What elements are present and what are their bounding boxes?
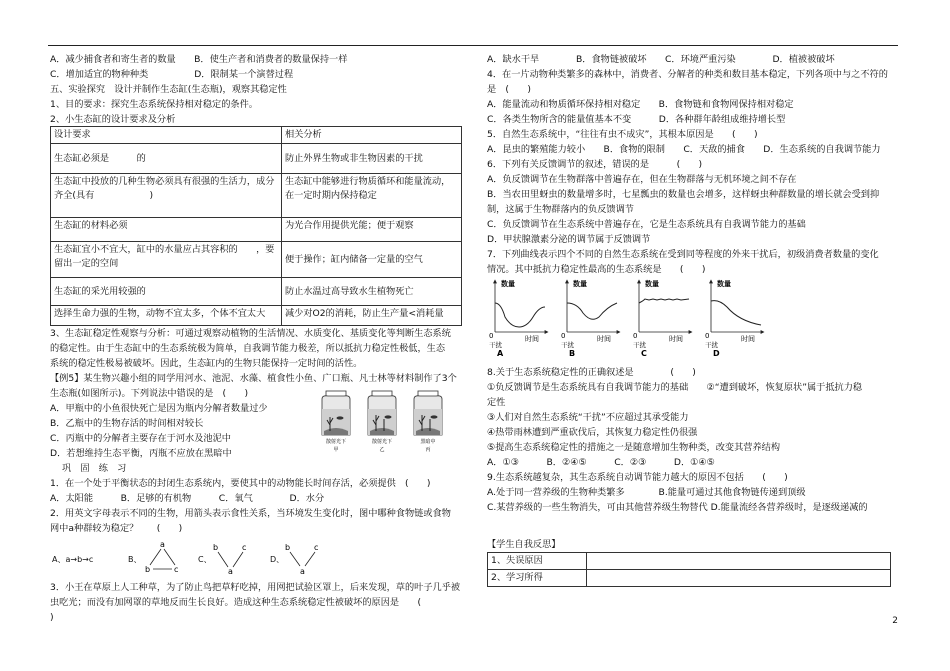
table-cell: 2、学习所得 [488,570,587,587]
jar-condition-label: 黑暗中 [420,439,436,445]
jar-1 [322,391,350,435]
table-cell: 生态缸宜小不宜大，缸中的水量应占其容积的 ，要留出一定的空间 [51,242,282,278]
question-stem: 虫吃光；而没有加网罩的草地反而生长良好。造成这种生态系统稳定性被破坏的原因是 ( [50,597,422,608]
graph-origin: 0 [561,332,566,340]
option-line: D．若想维持生态平衡，丙瓶不应放在黑暗中 [50,448,232,459]
option-line: A．昆虫的繁殖能力较小 B．食物的限制 C．天敌的捕食 D．生态系统的自我调节能力 [487,144,881,155]
option-a-label: A、a→b→c [52,555,94,564]
reflection-table [487,552,891,587]
graph-x-label: 时间 [669,335,683,343]
question-stem: 1．在一个处于平衡状态的封闭生态系统内，要使其中的动物能长时间存活，必须提供 ( ) [50,478,431,489]
table-cell: 便于操作；缸内储备一定量的空气 [282,242,462,278]
option-c-label: C、 [198,555,212,564]
graph-letter: D [713,349,720,357]
option-line: A．能量流动和物质循环保持相对稳定 B．食物链和食物网保持相对稳定 [487,99,794,110]
svg-text:b: b [213,543,219,552]
question-stem: 9.生态系统越复杂，其生态系统自动调节能力越大的原因不包括 ( ) [487,472,788,483]
question-stem: 2．用英文字母表示不同的生物，用箭头表示食性关系，当环境发生变化时，图中哪种食物链或食物 [50,508,451,519]
design-table [50,126,462,326]
option-line [487,485,897,500]
graph-letter: B [569,349,576,357]
question-stem: 4．在一片动物种类繁多的森林中，消费者、分解者的种类和数目基本稳定，下列各项中与之不符的 [487,69,888,80]
food-web-d [282,538,322,578]
option-line: B．当农田里蚜虫的数量增多时，七星瓢虫的数量也会增多，这样蚜虫种群数量的增长就会受到抑 [487,189,880,200]
graph-disturb-label: 干扰 [489,341,502,349]
section-heading: 巩 固 练 习 [62,463,127,474]
question-stem: ) [50,612,54,623]
graph-disturb-label: 干扰 [705,341,718,349]
jar-condition-label: 散射光下 [325,439,347,445]
graph-b [561,279,619,357]
question-stem: 7．下列曲线表示四个不同的自然生态系统在受到同等程度的外来干扰后，初级消费者数量的变化 [487,249,879,260]
graph-letter: A [497,349,504,357]
table-cell: 生态缸的采光用较强的 [51,278,282,306]
option-line: 制，这属于生物群落内的负反馈调节 [487,204,634,215]
option-d-label: D、 [270,555,285,564]
table-cell: 为光合作用提供光能；便于观察 [282,218,462,242]
graph-c [633,279,691,357]
option-line: D．甲状腺激素分泌的调节属于反馈调节 [487,234,651,245]
option-line: ①负反馈调节是生态系统具有自我调节能力的基础 ②“遭到破坏，恢复原状”属于抵抗力稳 [487,382,863,393]
option-line: C．各类生物所含的能量值基本不变 D．各种群年龄组成维持增长型 [487,114,786,125]
answer-cell[interactable] [587,570,891,587]
option-line: ④热带雨林遭到严重砍伐后，其恢复力稳定性仍很强 [487,427,698,438]
food-web-options [50,536,465,580]
table-cell: 生态缸的材料必须 [51,218,282,242]
table-cell: 防止外界生物或非生物因素的干扰 [282,144,462,174]
question-stem: 8.关于生态系统稳定性的正确叙述是 ( ) [487,367,696,378]
page-number: 2 [892,616,898,626]
option-line [487,500,897,515]
option-line: A．负反馈调节在生物群落中普遍存在，但在生物群落与无机环境之间不存在 [487,174,797,185]
svg-text:c: c [174,565,179,574]
table-cell: 减少对O2的消耗，防止生产量<消耗量 [282,306,462,326]
question-stem: 5．自然生态系统中，“往往有虫不成灾”，其根本原因是 ( ) [487,129,758,140]
graph-y-label: 数量 [717,280,731,288]
jar-2 [368,391,396,435]
left-column [50,52,465,625]
population-graphs [487,277,897,357]
option-line: C．负反馈调节在生态系统中普遍存在，它是生态系统具有自我调节能力的基础 [487,219,806,230]
option-text: A.处于同一营养级的生物种类繁多 [487,487,625,498]
text-line: 的稳定性。由于生态缸中的生态系统极为简单，自我调节能力极差，所以抵抗力稳定性极低，生态 [50,343,446,354]
graph-y-label: 数量 [645,280,659,288]
jar-3 [414,391,442,435]
option-text: C.某营养级的一些生物消失，可由其他营养级生物替代 [487,502,708,513]
question-stem: 是 ( ) [487,84,531,95]
ecosystem-jars-figure [316,385,456,455]
text-line: 1、目的要求：探究生态系统保持相对稳定的条件。 [50,99,258,110]
table-header: 相关分析 [282,127,462,144]
table-cell: 防止水温过高导致水生植物死亡 [282,278,462,306]
option-line: 定性 [487,397,506,408]
graph-letter: C [641,349,647,357]
option-line: ③人们对自然生态系统“干扰”不应超过其承受能力 [487,412,689,423]
right-column [487,52,897,587]
option-text: B.能量可通过其他食物链传递到顶级 [658,487,806,498]
graph-curve [711,301,761,325]
table-cell: 生态缸中投放的几种生物必须具有很强的生活力，成分齐全(具有 ) [51,174,282,218]
option-line: A．①③ B．②④⑤ C．②③ D．①④⑤ [487,457,715,468]
svg-text:c: c [314,543,319,552]
text-line: A．减少捕食者和寄生者的数量 B．使生产者和消费者的数量保持一样 [50,54,348,65]
graph-curve [495,303,545,327]
graph-y-label: 数量 [573,280,587,288]
graph-d [705,279,763,357]
svg-text:b: b [285,543,291,552]
example-stem: 生态瓶(如图所示)。下列说法中错误的是 ( ) [50,388,249,399]
svg-text:a: a [300,567,305,576]
text-line: 2、小生态缸的设计要求及分析 [50,114,176,125]
text-line: 系统的稳定性极易被破坏。因此，生态缸内的生物只能保持一定时间的活性。 [50,358,363,369]
svg-text:b: b [145,565,151,574]
graph-x-label: 时间 [741,335,755,343]
question-stem: 6．下列有关反馈调节的叙述，错误的是 ( ) [487,159,703,170]
graph-curve [639,299,689,303]
graph-curve [567,303,617,319]
graph-y-label: 数量 [501,280,515,288]
example-stem: 【例5】某生物兴趣小组的同学用河水、池泥、水藻、植食性小鱼、广口瓶、凡士林等材料制作了3个 [50,373,457,384]
option-line: A．缺水干旱 B．食物链被破坏 C．环境严重污染 D．植被被破坏 [487,54,835,65]
jar-name-label: 丙 [425,447,431,453]
text-line: 3、生态缸稳定性观察与分析：可通过观察动植物的生活情况、水质变化、基质变化等判断生态系统 [50,328,451,339]
table-cell: 选择生命力强的生物，动物不宜太多，个体不宜太大 [51,306,282,326]
option-line: A．甲瓶中的小鱼很快死亡是因为瓶内分解者数量过少 [50,403,268,414]
table-header: 设计要求 [51,127,282,144]
question-stem: 情况。其中抵抗力稳定性最高的生态系统是 ( ) [487,264,706,275]
graph-a [489,279,547,357]
header-rule [48,45,898,46]
graph-origin: 0 [633,332,638,340]
graph-disturb-label: 干扰 [561,341,574,349]
question-stem: 3．小王在草原上人工种草，为了防止鸟把草籽吃掉，用网把试验区罩上，后来发现，草的叶子几乎被 [50,582,461,593]
svg-text:c: c [242,543,247,552]
option-text: D.能量流经各营养级时，是逐级递减的 [710,502,868,513]
reflection-title: 【学生自我反思】 [487,539,561,550]
graphs-svg [487,277,777,357]
text-line: C．增加适宜的物种种类 D．限制某一个演替过程 [50,69,294,80]
svg-text:a: a [160,540,165,549]
option-b-label: B、 [128,555,142,564]
table-cell: 生态缸中能够进行物质循环和能量流动，在一定时期内保持稳定 [282,174,462,218]
food-web-c [210,538,250,578]
answer-cell[interactable] [587,553,891,570]
option-line: C．丙瓶中的分解者主要存在于河水及池泥中 [50,433,231,444]
graph-origin: 0 [705,332,710,340]
option-line: A．太阳能 B．足够的有机物 C．氧气 D．水分 [50,493,325,504]
graph-x-label: 时间 [525,335,539,343]
option-line: B．乙瓶中的生物存活的时间相对较长 [50,418,204,429]
question-stem: 网中a种群较为稳定？ ( ) [50,523,183,534]
svg-text:a: a [228,567,233,576]
section-heading: 五、实验探究 设计并制作生态缸(生态瓶)，观察其稳定性 [50,84,287,95]
food-web-b [142,538,182,578]
jar-name-label: 甲 [333,447,339,453]
graph-origin: 0 [489,332,494,340]
jar-name-label: 乙 [379,447,385,453]
graph-disturb-label: 干扰 [633,341,646,349]
table-cell: 1、失误原因 [488,553,587,570]
table-cell: 生态缸必须是 的 [51,144,282,174]
jar-condition-label: 散射光下 [371,439,393,445]
option-line: ⑤提高生态系统稳定性的措施之一是随意增加生物种类，改变其营养结构 [487,442,781,453]
graph-x-label: 时间 [597,335,611,343]
